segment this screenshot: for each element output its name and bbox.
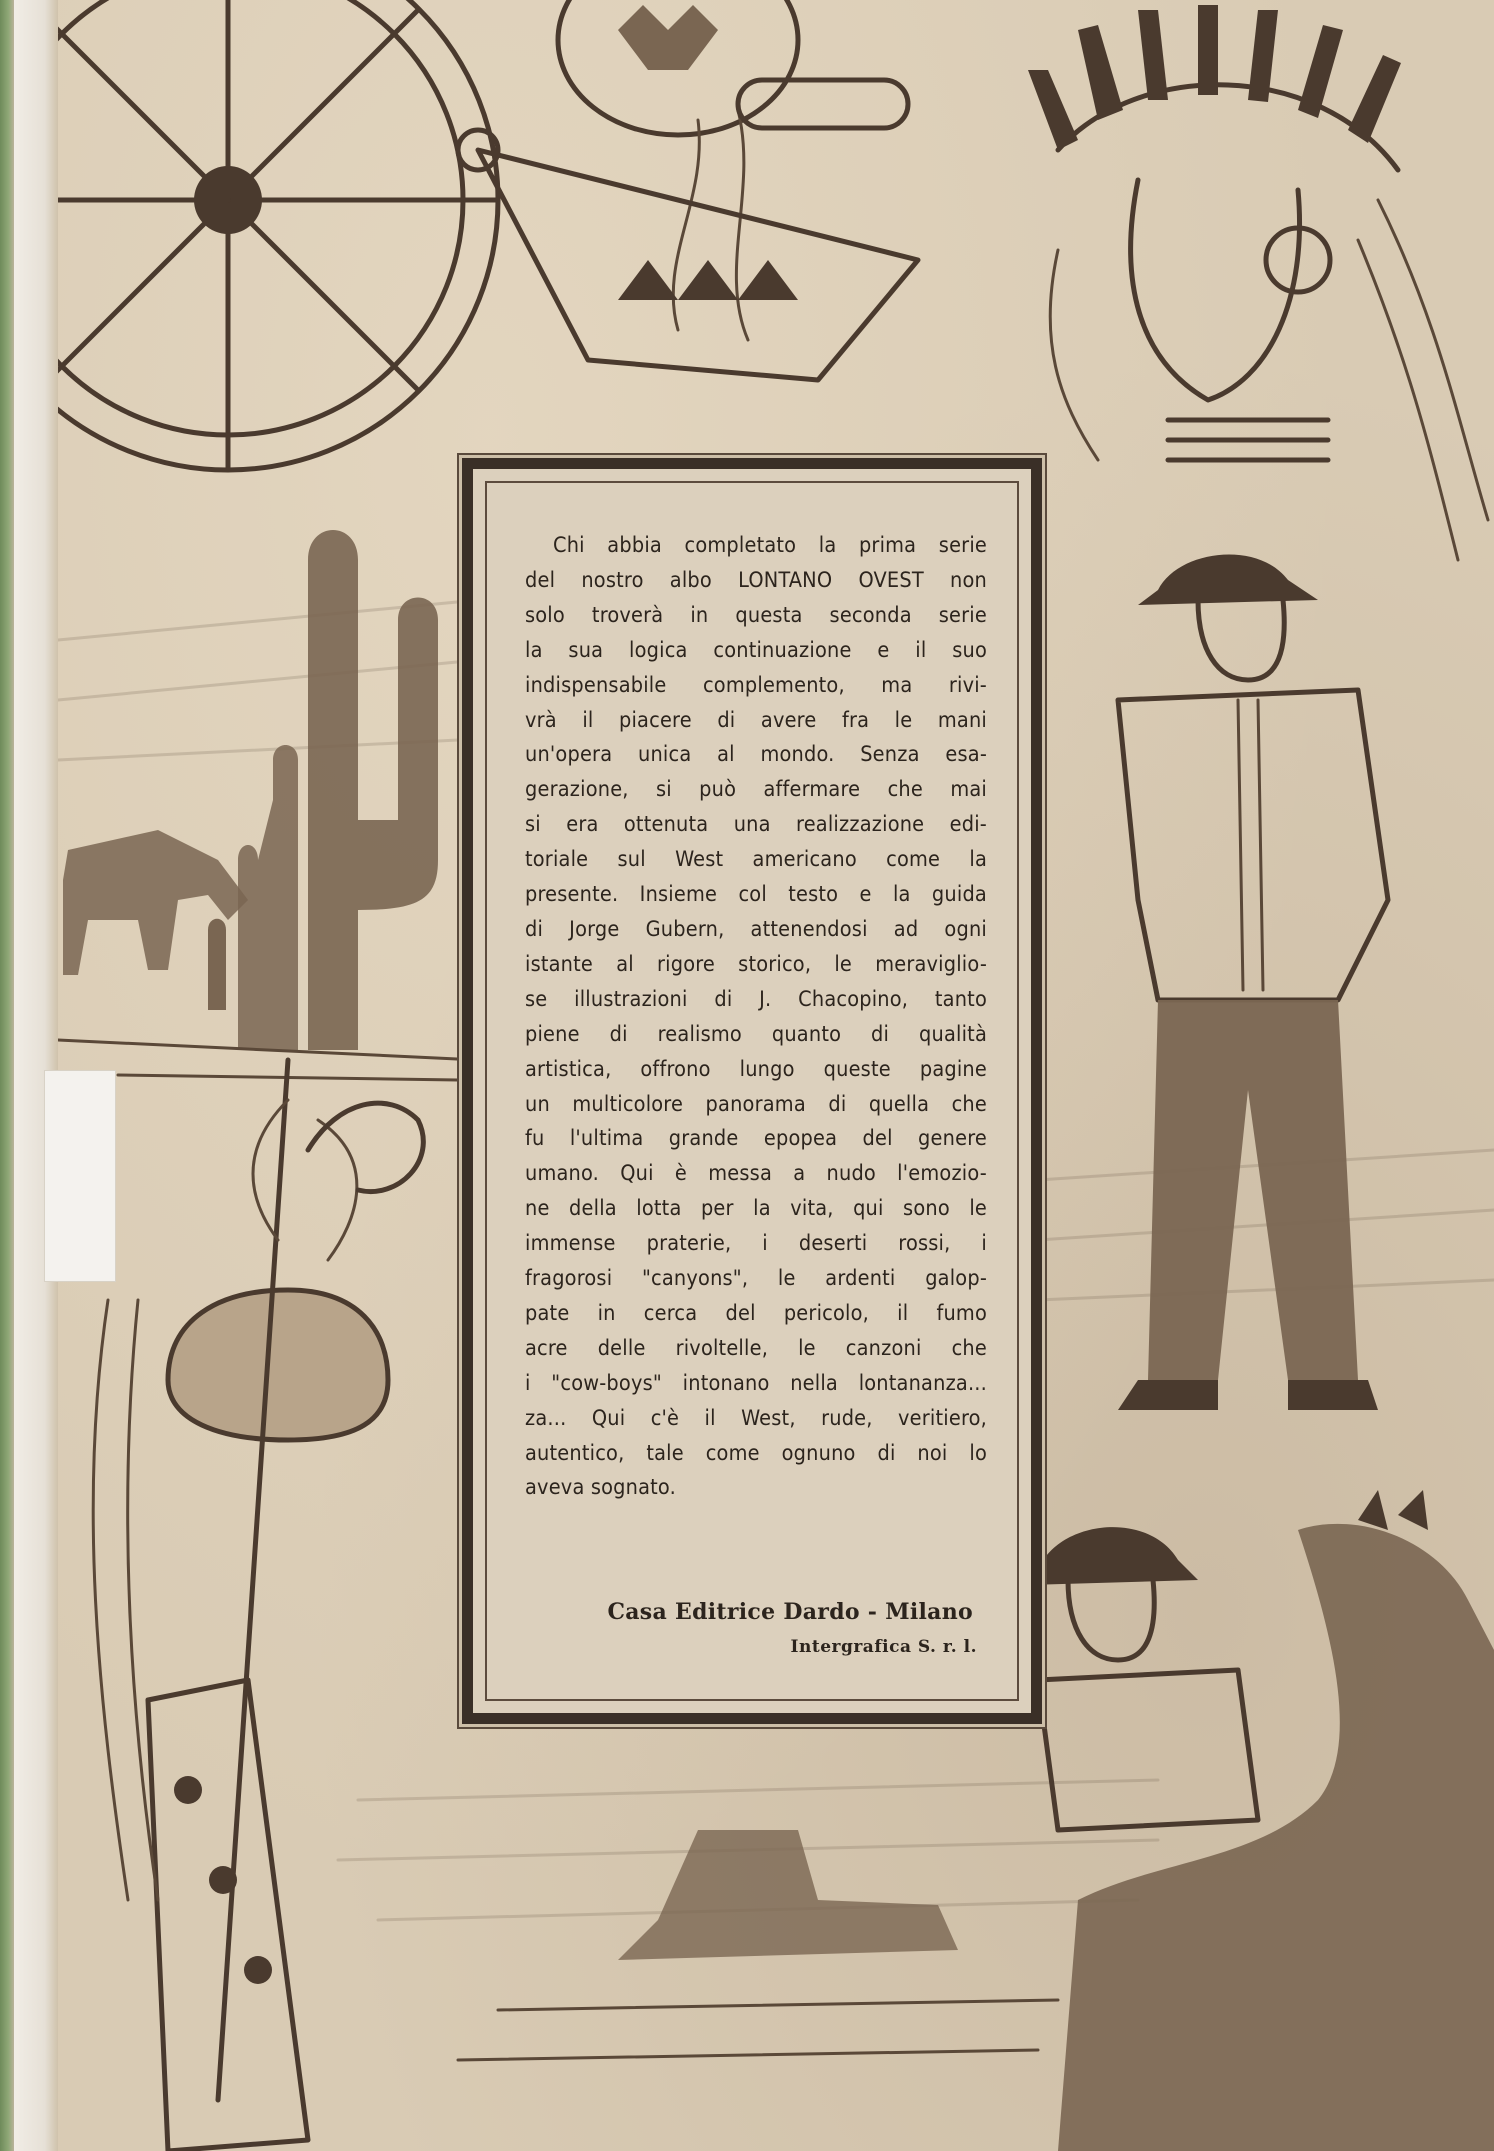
text-line: presente. Insieme col testo e la guida — [525, 882, 987, 908]
text-line: istante al rigore storico, le meraviglio- — [525, 951, 987, 977]
text-line: pate in cerca del pericolo, il fumo — [525, 1300, 987, 1326]
text-line: si era ottenuta una realizzazione edi- — [525, 812, 987, 838]
rider-on-horse-icon — [1028, 1490, 1494, 2151]
text-box-frame — [462, 458, 1042, 1724]
text-line: solo troverà in questa seconda serie — [525, 602, 987, 628]
text-line: aveva sognato. — [525, 1475, 676, 1501]
binding-edge — [0, 0, 14, 2151]
text-line: fragorosi "canyons", le ardenti galop- — [525, 1266, 987, 1292]
pennant-icon — [458, 130, 918, 380]
cowboy-icon — [1118, 555, 1388, 1410]
text-line: toriale sul West americano come la — [525, 847, 987, 873]
text-line: gerazione, si può affermare che mai — [525, 777, 987, 803]
cactus-icon — [58, 530, 478, 1080]
text-line: se illustrazioni di J. Chacopino, tanto — [525, 986, 987, 1012]
text-line: piene di realismo quanto di qualità — [525, 1021, 987, 1047]
text-box-inner — [485, 481, 1019, 1701]
tomahawk-icon — [168, 1060, 423, 2100]
printer-name: Intergrafica S. r. l. — [790, 1637, 977, 1657]
indian-chief-icon — [1028, 5, 1488, 560]
text-line: fu l'ultima grande epopea del genere — [525, 1126, 987, 1152]
publisher-name: Casa Editrice Dardo - Milano — [607, 1599, 973, 1625]
wagon-wheel-icon — [58, 0, 498, 470]
text-line: acre delle rivoltelle, le canzoni che — [525, 1335, 987, 1361]
text-line: umano. Qui è messa a nudo l'emozio- — [525, 1161, 987, 1187]
shield-icon — [558, 0, 908, 340]
library-label-sticker — [44, 1070, 116, 1282]
intro-paragraph — [525, 529, 987, 1506]
text-line: artistica, offrono lungo queste pagine — [525, 1056, 987, 1082]
text-line: un multicolore panorama di quella che — [525, 1091, 987, 1117]
text-line: vrà il piacere di avere fra le mani — [525, 707, 987, 733]
text-line: Chi abbia completato la prima serie — [553, 533, 987, 558]
text-line: ne della lotta per la vita, qui sono le — [525, 1196, 987, 1222]
text-line: un'opera unica al mondo. Senza esa- — [525, 742, 987, 768]
text-line: za... Qui c'è il West, rude, veritiero, — [525, 1405, 987, 1431]
text-line: del nostro albo LONTANO OVEST non — [525, 567, 987, 593]
text-line: di Jorge Gubern, attenendosi ad ogni — [525, 916, 987, 942]
text-line: indispensabile complemento, ma rivi- — [525, 672, 987, 698]
text-line: autentico, tale come ognuno di noi lo — [525, 1440, 987, 1466]
text-line: la sua logica continuazione e il suo — [525, 637, 987, 663]
mesa-icon — [458, 1830, 1058, 2060]
text-line: immense praterie, i deserti rossi, i — [525, 1231, 987, 1257]
text-line: i "cow-boys" intonano nella lontananza... — [525, 1370, 987, 1396]
